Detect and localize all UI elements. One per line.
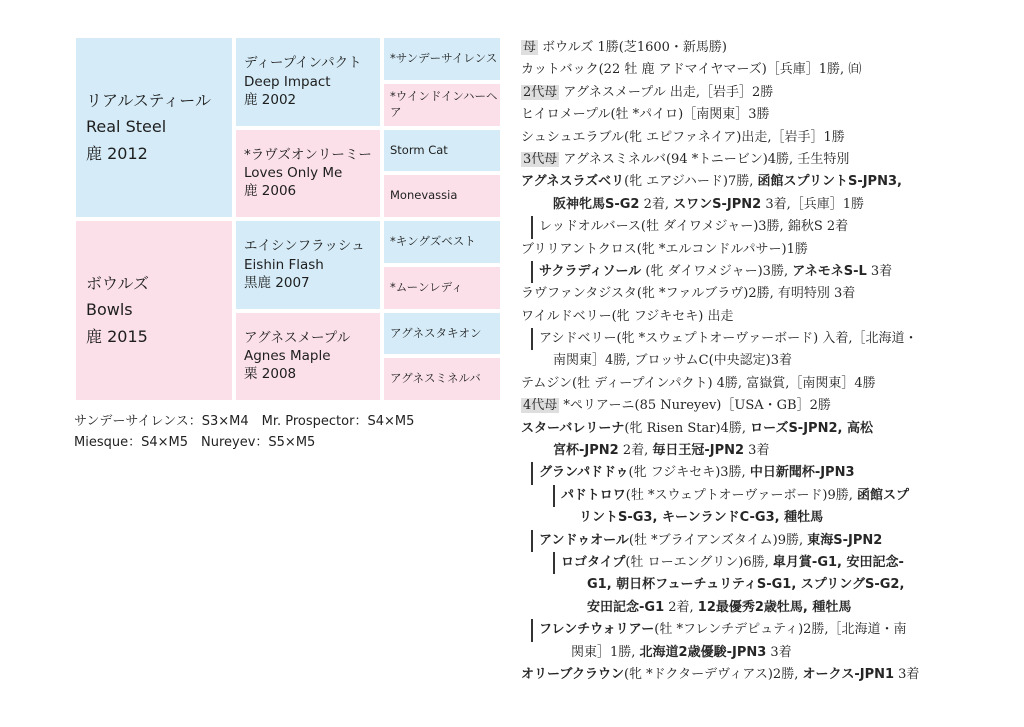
generation-tag: 母 bbox=[523, 40, 537, 55]
race-result: 中日新聞杯-JPN3 bbox=[749, 465, 855, 481]
family-line-text: (牝 Risen Star)4勝, bbox=[624, 420, 751, 436]
horse-name: アグネスラズベリ bbox=[521, 174, 625, 190]
family-line-text: 2着, bbox=[618, 443, 653, 459]
race-result: 皐月賞-G1, 安田記念- bbox=[772, 554, 904, 570]
family-line-text: (牝 *ドクターデヴィアス)2勝, bbox=[623, 666, 803, 682]
family-line-text: *ペリアーニ(85 Nureyev)［USA・GB］2勝 bbox=[559, 398, 831, 414]
family-line-text: (牡 *スウェプトオーヴァーボード)9勝, bbox=[625, 487, 858, 503]
family-line bbox=[531, 619, 961, 641]
race-result: G1, 朝日杯フューチュリティS-G1, スプリングS-G2, bbox=[587, 577, 905, 593]
family-line bbox=[531, 462, 961, 484]
family-line bbox=[521, 194, 961, 216]
family-line-text: アグネスミネルバ(94 *トニービン)4勝, 壬生特別 bbox=[559, 151, 850, 167]
inbreeding-line: Miesque：S4×M5 Nureyev：S5×M5 bbox=[74, 435, 316, 450]
sire-sire-cell bbox=[234, 36, 382, 128]
family-line-text: (牡 *ブライアンズタイム)9勝, bbox=[628, 532, 808, 548]
generation-tag: 2代母 bbox=[523, 84, 558, 100]
family-line bbox=[531, 261, 961, 283]
family-line bbox=[521, 440, 961, 462]
family-line-text: 2着, bbox=[639, 196, 674, 212]
family-line bbox=[521, 597, 961, 619]
family-line: ワイルドベリー(牝 フジキセキ) 出走 bbox=[521, 308, 734, 324]
race-result: スワンS-JPN2 bbox=[673, 196, 762, 212]
family-line-text: アグネスメープル 出走,［岩手］2勝 bbox=[559, 84, 774, 100]
family-line-text: (牝 エアジハード)7勝, bbox=[624, 174, 758, 190]
sire-name-jp: リアルスティール bbox=[86, 90, 211, 110]
family-line bbox=[521, 149, 961, 171]
generation-tag: 4代母 bbox=[523, 398, 558, 414]
family-line-text: 2着, bbox=[664, 599, 698, 615]
dam-name-en: Bowls bbox=[86, 300, 133, 320]
gen3-cell: *サンデーサイレンス bbox=[382, 36, 502, 82]
inbreeding-notes bbox=[74, 411, 514, 453]
family-line-text: 3着 bbox=[894, 666, 920, 682]
family-line-text: (牡 *フレンチデピュティ)2勝,［北海道・南 bbox=[654, 622, 907, 638]
gen3-cell: アグネスタキオン bbox=[382, 311, 502, 357]
race-result: リントS-G3, キーンランドC-G3, 種牡馬 bbox=[579, 510, 824, 526]
family-line-text: 3着 bbox=[766, 644, 792, 660]
race-result: ローズS-JPN2, 高松 bbox=[750, 420, 873, 436]
dam-sire-cell bbox=[234, 219, 382, 311]
sire-name-en: Real Steel bbox=[86, 117, 167, 137]
family-line: レッドオルバース(牡 ダイワメジャー)3勝, 錦秋S 2着 bbox=[531, 216, 961, 238]
race-result: 函館スプリントS-JPN3, bbox=[757, 174, 902, 190]
race-result: 北海道2歳優駿-JPN3 bbox=[639, 644, 767, 660]
sire-cell bbox=[74, 36, 234, 219]
sire-dam-info: 鹿 2006 bbox=[244, 183, 297, 200]
sire-sire-info: 鹿 2002 bbox=[244, 91, 297, 108]
sire-dam-name-jp: *ラヴズオンリーミー bbox=[244, 146, 372, 163]
family-line bbox=[521, 664, 961, 686]
horse-name: グランパドドゥ bbox=[539, 465, 629, 481]
family-line-text: (牝 ダイワメジャー)3勝, bbox=[641, 263, 793, 279]
gen3-cell: *キングズベスト bbox=[382, 219, 502, 265]
dam-dam-cell bbox=[234, 311, 382, 403]
family-line-text: 3着 bbox=[744, 443, 770, 459]
race-result: 東海S-JPN2 bbox=[807, 532, 883, 548]
dam-sire-name-jp: エイシンフラッシュ bbox=[244, 238, 365, 255]
gen3-cell: Storm Cat bbox=[382, 128, 502, 174]
family-line bbox=[521, 642, 961, 664]
family-line bbox=[521, 507, 961, 529]
family-line bbox=[521, 37, 961, 59]
family-line bbox=[521, 395, 961, 417]
gen3-cell: Monevassia bbox=[382, 173, 502, 219]
race-result: 毎日王冠-JPN2 bbox=[652, 443, 745, 459]
gen3-cell: *ムーンレディ bbox=[382, 265, 502, 311]
family-line bbox=[553, 485, 961, 507]
dam-sire-name-en: Eishin Flash bbox=[244, 256, 324, 273]
horse-name: ロゴタイプ bbox=[561, 554, 626, 570]
sire-sire-name-jp: ディープインパクト bbox=[244, 55, 362, 72]
race-result: オークス-JPN1 bbox=[802, 666, 895, 682]
family-line bbox=[521, 82, 961, 104]
horse-name: パドトロワ bbox=[561, 487, 626, 503]
sire-info: 鹿 2012 bbox=[86, 143, 148, 163]
family-line: テムジン(牡 ディープインパクト) 4勝, 富嶽賞,［南関東］4勝 bbox=[521, 375, 876, 391]
family-line-text: (牡 ローエングリン)6勝, bbox=[625, 554, 773, 570]
dam-dam-name-jp: アグネスメープル bbox=[244, 329, 351, 346]
family-line-text: 関東］1勝, bbox=[571, 644, 640, 660]
family-line-text: 3着 bbox=[866, 263, 893, 279]
family-line-text: (牝 フジキセキ)3勝, bbox=[628, 465, 750, 481]
family-line bbox=[521, 171, 961, 193]
sire-dam-cell bbox=[234, 128, 382, 220]
family-line-text: ボウルズ 1勝(芝1600・新馬勝) bbox=[538, 40, 727, 55]
race-result: 宮杯-JPN2 bbox=[553, 443, 619, 459]
generation-tag: 3代母 bbox=[523, 151, 558, 167]
dam-dam-name-en: Agnes Maple bbox=[244, 348, 331, 365]
family-line bbox=[553, 552, 961, 574]
family-line: カットバック(22 牡 鹿 アドマイヤマーズ)［兵庫］1勝, ㉂ bbox=[521, 62, 862, 78]
dam-name-jp: ボウルズ bbox=[86, 273, 150, 293]
gen3-cell: *ウインドインハーヘア bbox=[382, 82, 502, 128]
race-result: アネモネS-L bbox=[792, 263, 867, 279]
dam-sire-info: 黒鹿 2007 bbox=[244, 274, 310, 291]
family-line: ヒイロメープル(牡 *パイロ)［南関東］3勝 bbox=[521, 107, 770, 123]
family-line: シュシュエラブル(牝 エピファネイア)出走,［岩手］1勝 bbox=[521, 129, 845, 145]
sire-sire-name-en: Deep Impact bbox=[244, 73, 331, 90]
family-line: アシドベリー(牝 *スウェプトオーヴァーボード) 入着,［北海道・ bbox=[531, 328, 961, 350]
horse-name: アンドゥオール bbox=[539, 532, 629, 548]
family-line-text: 3着,［兵庫］1勝 bbox=[761, 196, 865, 212]
inbreeding-line: サンデーサイレンス：S3×M4 Mr. Prospector：S4×M5 bbox=[74, 414, 415, 429]
dam-cell bbox=[74, 219, 234, 402]
race-result: 安田記念-G1 bbox=[587, 599, 665, 615]
family-lineage-text bbox=[521, 37, 961, 686]
family-line: ブリリアントクロス(牝 *エルコンドルパサー)1勝 bbox=[521, 241, 808, 257]
family-line bbox=[531, 530, 961, 552]
race-result: 阪神牝馬S-G2 bbox=[553, 196, 640, 212]
race-result: 12最優秀2歳牡馬, 種牡馬 bbox=[697, 599, 852, 615]
dam-dam-info: 栗 2008 bbox=[244, 366, 297, 383]
family-line bbox=[521, 574, 961, 596]
gen3-cell: アグネスミネルバ bbox=[382, 356, 502, 402]
pedigree-table bbox=[74, 36, 502, 402]
family-line bbox=[521, 418, 961, 440]
horse-name: オリーブクラウン bbox=[521, 666, 624, 682]
family-line: ラヴファンタジスタ(牝 *ファルブラヴ)2勝, 有明特別 3着 bbox=[521, 286, 856, 302]
horse-name: フレンチウォリアー bbox=[539, 622, 655, 638]
dam-info: 鹿 2015 bbox=[86, 326, 148, 346]
family-line: 南関東］4勝, ブロッサムC(中央認定)3着 bbox=[553, 353, 792, 369]
horse-name: サクラディソール bbox=[539, 263, 642, 279]
sire-dam-name-en: Loves Only Me bbox=[244, 165, 343, 182]
horse-name: スターバレリーナ bbox=[521, 420, 625, 436]
race-result: 函館スプ bbox=[857, 487, 910, 503]
